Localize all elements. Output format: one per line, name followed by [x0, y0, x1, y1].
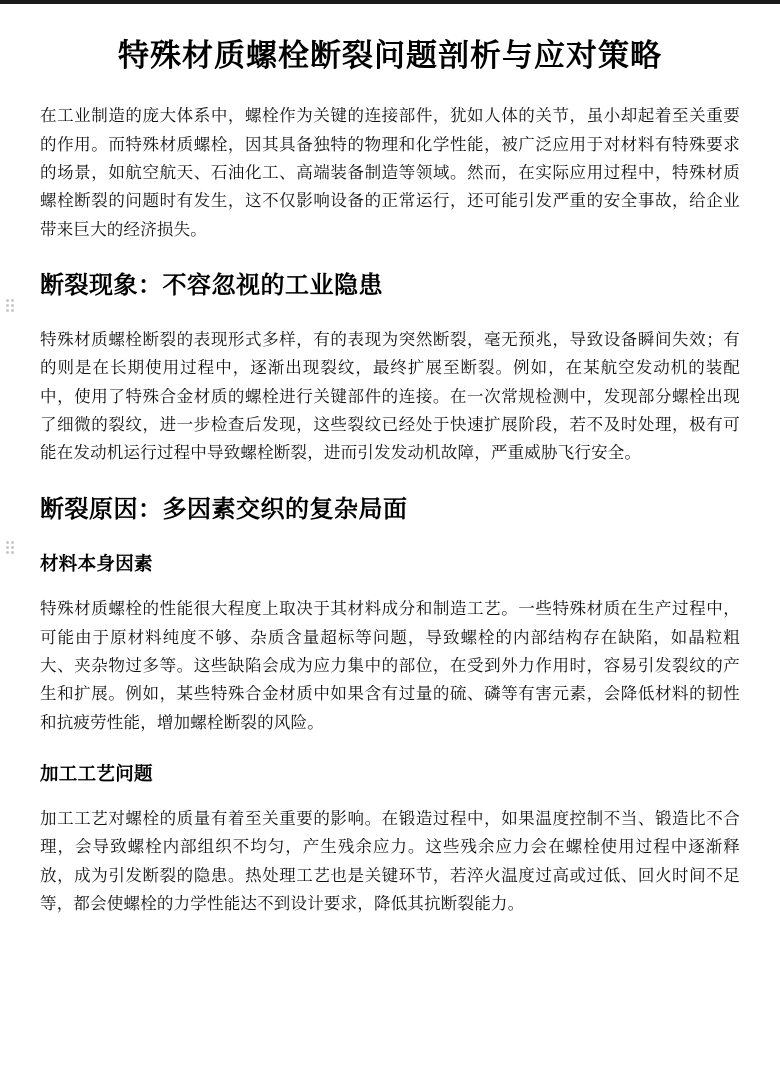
page-title: 特殊材质螺栓断裂问题剖析与应对策略 — [118, 38, 662, 73]
drag-handle-icon-2[interactable] — [6, 541, 16, 555]
subsection-material-factors — [40, 553, 740, 737]
section-breakage-phenomenon — [40, 270, 740, 467]
document-content — [0, 2, 780, 954]
subsection-paragraph: 加工工艺对螺栓的质量有着至关重要的影响。在锻造过程中，如果温度控制不当、锻造比不合理，会导致螺栓内部组织不均匀，产生残余应力。这些残余应力会在螺栓使用过程中逐渐释放，成为引发断裂的隐患。热处理工艺也是关键环节，若淬火温度过高或过低、回火时间不足等，都会使螺栓的力学性能达不到设计要求，降低其抗断裂能力。 — [40, 808, 740, 914]
subsection-processing-issues — [40, 763, 740, 918]
intro-paragraph: 在工业制造的庞大体系中，螺栓作为关键的连接部件，犹如人体的关节，虽小却起着至关重要的作用。而特殊材质螺栓，因其具备独特的物理和化学性能，被广泛应用于对材料有特殊要求的场景，如航空航天、石油化工、高端装备制造等领域。然而，在实际应用过程中，特殊材质螺栓断裂的问题时有发生，这不仅影响设备的正常运行，还可能引发严重的安全事故，给企业带来巨大的经济损失。 — [40, 106, 740, 239]
subsection-heading: 材料本身因素 — [40, 555, 153, 576]
section-heading: 断裂原因：多因素交织的复杂局面 — [40, 496, 408, 523]
subsection-paragraph: 特殊材质螺栓的性能很大程度上取决于其材料成分和制造工艺。一些特殊材质在生产过程中，可能由于原材料纯度不够、杂质含量超标等问题，导致螺栓的内部结构存在缺陷，如晶粒粗大、夹杂物过多等。这些缺陷会成为应力集中的部位，在受到外力作用时，容易引发裂纹的产生和扩展。例如，某些特殊合金材质中如果含有过量的硫、磷等有害元素，会降低材料的韧性和抗疲劳性能，增加螺栓断裂的风险。 — [40, 599, 740, 732]
page-top-rule — [0, 2, 780, 4]
section-breakage-causes — [40, 494, 740, 919]
drag-handle-icon-1[interactable] — [6, 299, 16, 313]
section-paragraph: 特殊材质螺栓断裂的表现形式多样，有的表现为突然断裂，毫无预兆，导致设备瞬间失效；有的则是在长期使用过程中，逐渐出现裂纹，最终扩展至断裂。例如，在某航空发动机的装配中，使用了特殊合金材质的螺栓进行关键部件的连接。在一次常规检测中，发现部分螺栓出现了细微的裂纹，进一步检查后发现，这些裂纹已经处于快速扩展阶段，若不及时处理，极有可能在发动机运行过程中导致螺栓断裂，进而引发发动机故障，严重威胁飞行安全。 — [40, 329, 740, 463]
section-heading: 断裂现象：不容忽视的工业隐患 — [40, 273, 383, 300]
subsection-heading: 加工工艺问题 — [40, 765, 153, 785]
